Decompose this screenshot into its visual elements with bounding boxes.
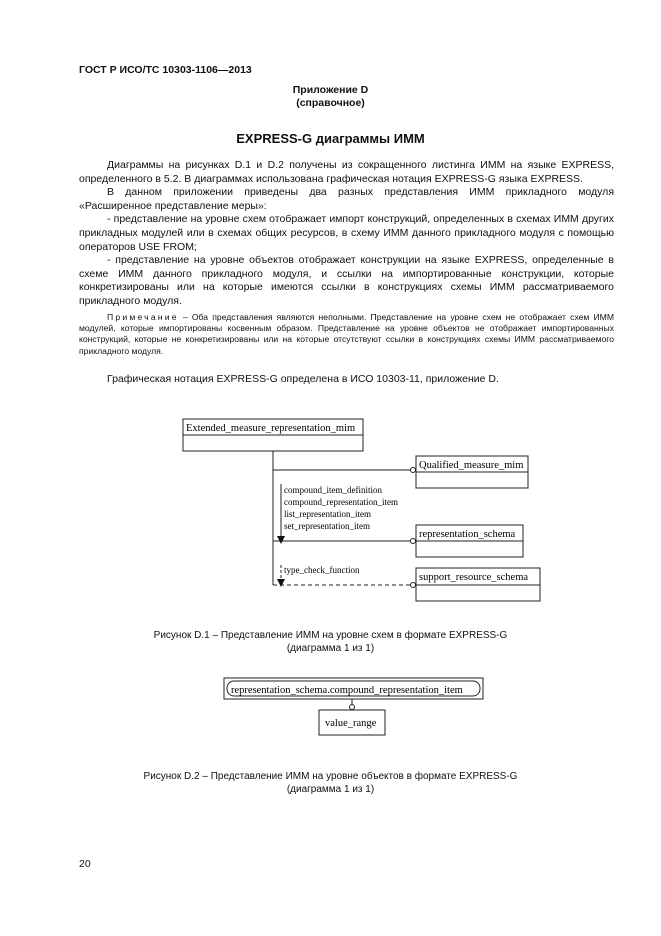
note-dash: – [178, 312, 192, 322]
figure-d1-subcaption: (диаграмма 1 из 1) [286, 643, 375, 654]
attribute-type-name: value_range [325, 718, 377, 729]
main-schema-name: Extended_measure_representation_mim [186, 423, 356, 434]
notation-reference: Графическая нотация EXPRESS-G определена в ИСО 10303-11, приложение D. [107, 373, 499, 385]
use-item: compound_item_definition [284, 485, 382, 495]
paragraph: - представление на уровне объектов отображает конструкции на языке EXPRESS, определенные в схеме ИММ данного прикладного модуля, и ссылки на импортированные конструкции, которые конкретизированы или на которые имеются ссылки в конструкциях схемы ИММ рассматриваемого прикладного модуля. [79, 254, 614, 307]
entity-name: representation_schema.compound_representation_item [231, 685, 463, 696]
use-item: set_representation_item [284, 521, 370, 531]
annex-label: Приложение D [292, 84, 369, 96]
note-text: Оба представления являются неполными. Представление на уровне схем не отображает схем ИММ модулей, которые импортированы косвенным образом. Представление на уровне объектов не отображает импортированных конструкций, которые не конкретизированы или на которые отсутствуют ссылки в конструкциях схемы ИММ рассматриваемого прикладного модуля. [79, 312, 614, 356]
figure-d1-caption: Рисунок D.1 – Представление ИММ на уровне схем в формате EXPRESS-G [153, 630, 508, 641]
figure-d2-caption: Рисунок D.2 – Представление ИММ на уровне объектов в формате EXPRESS-G [143, 771, 518, 782]
page-number: 20 [79, 858, 91, 870]
schema-name: support_resource_schema [419, 572, 529, 583]
schema-name: representation_schema [419, 529, 516, 540]
figure-d2-subcaption: (диаграмма 1 из 1) [286, 784, 375, 795]
section-title: EXPRESS-G диаграммы ИММ [236, 131, 425, 146]
note-label: Примечание [107, 312, 179, 322]
schema-name: Qualified_measure_mim [419, 460, 524, 471]
paragraph: Диаграммы на рисунках D.1 и D.2 получены из сокращенного листинга ИММ на языке EXPRESS, определенного в 5.2. В диаграммах использована графическая нотация EXPRESS-G языка EXPRESS. [79, 159, 614, 185]
annex-type: (справочное) [296, 97, 365, 109]
use-item: list_representation_item [284, 509, 371, 519]
document-header: ГОСТ Р ИСО/ТС 10303-1106—2013 [79, 64, 252, 76]
reference-item: type_check_function [284, 565, 360, 575]
use-item: compound_representation_item [284, 497, 398, 507]
paragraph: - представление на уровне схем отображает импорт конструкций, определенных в схемах ИММ других прикладных модулей или в схемах общих ресурсов, в схему ИММ данного прикладного модуля с помощью операторов USE FROM; [79, 213, 614, 253]
paragraph: В данном приложении приведены два разных представления ИММ прикладного модуля «Расширенное представление меры»: [79, 186, 614, 212]
